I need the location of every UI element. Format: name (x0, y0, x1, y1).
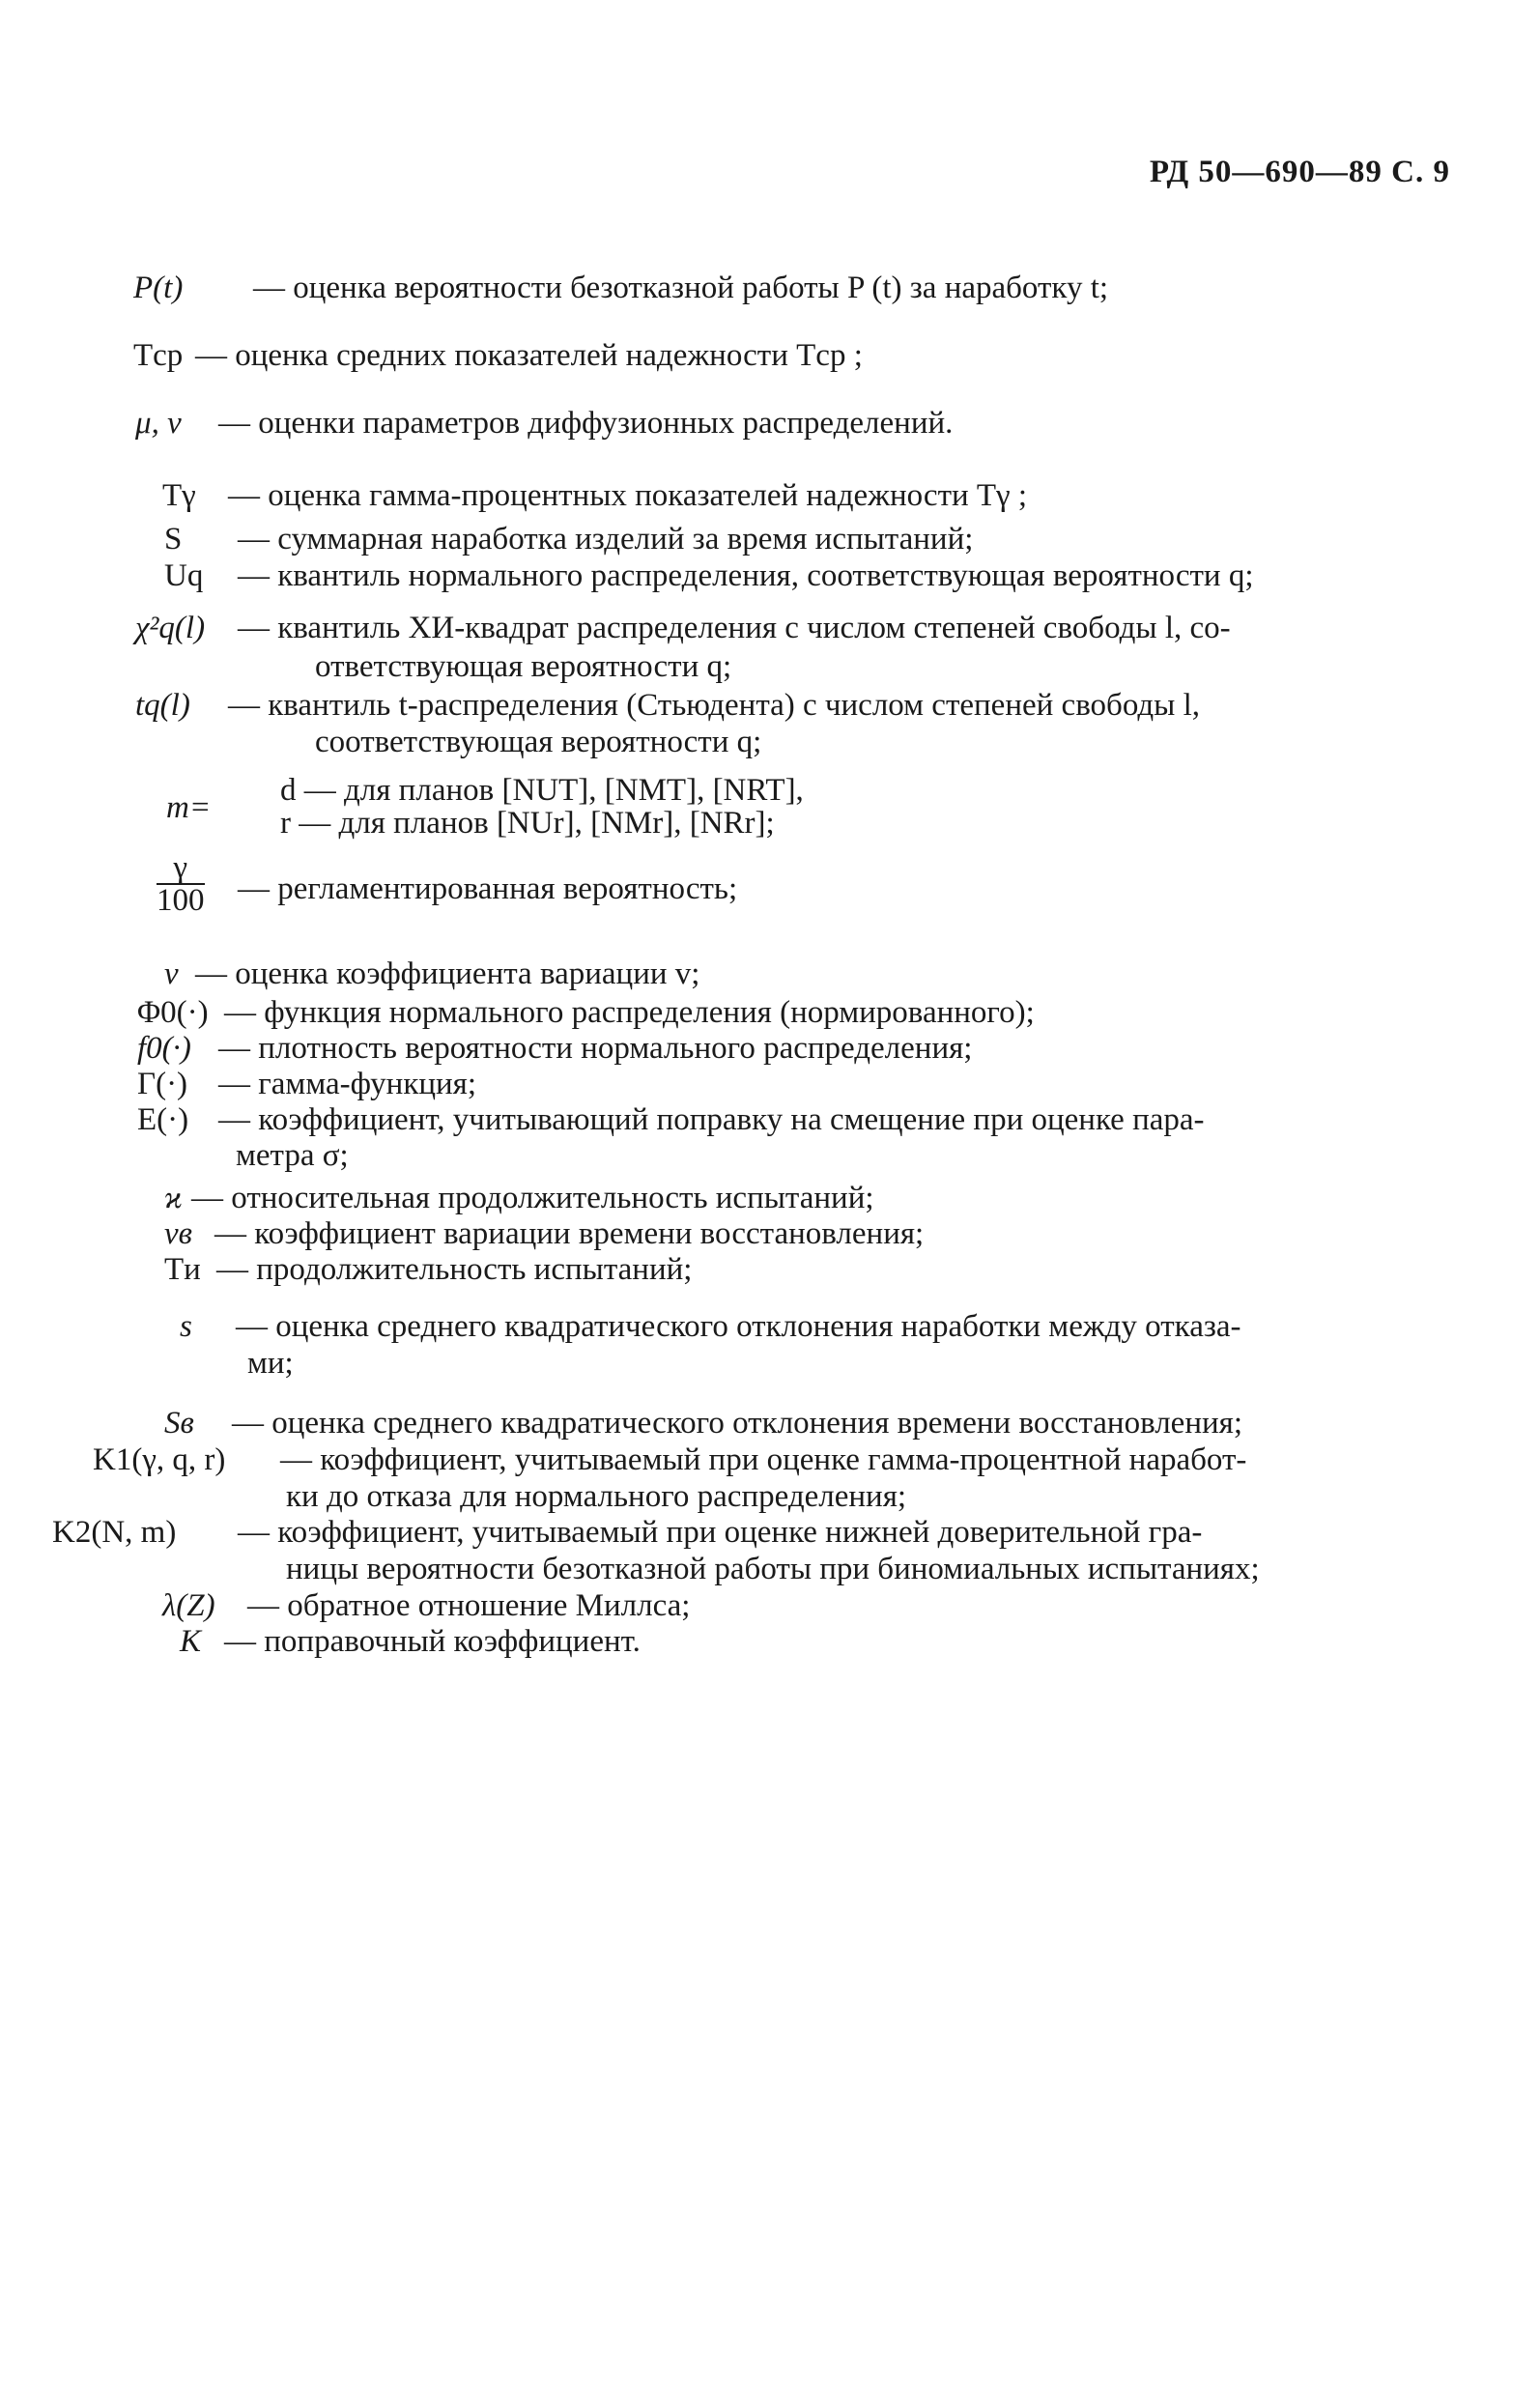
definition-text: — гамма-функция; (218, 1067, 477, 1101)
symbol: K1(γ, q, r) (93, 1442, 226, 1477)
definition-text: — оценка вероятности безотказной работы P (t) за наработку t; (253, 271, 1109, 305)
symbol: vв (164, 1216, 192, 1251)
definition-continuation: ницы вероятности безотказной работы при биномиальных испытаниях; (286, 1552, 1260, 1586)
fraction-numerator: γ (157, 852, 205, 885)
definition-text: — оценки параметров диффузионных распределений. (218, 406, 954, 441)
symbol: P(t) (133, 271, 184, 305)
definition-text: — регламентированная вероятность; (238, 871, 738, 906)
symbol: χ²q(l) (135, 611, 206, 645)
definition-continuation: ответствующая вероятности q; (315, 649, 732, 684)
definition-continuation: ми; (247, 1346, 294, 1381)
definition-text: — относительная продолжительность испытаний; (191, 1181, 874, 1215)
symbol: ϰ (164, 1181, 183, 1215)
definition-text: — оценка среднего квадратического отклонения наработки между отказа- (236, 1309, 1241, 1344)
symbol: K (180, 1624, 202, 1659)
fraction-symbol (157, 852, 205, 916)
definition-text: — функция нормального распределения (нормированного); (224, 995, 1035, 1030)
symbol: S (164, 522, 183, 556)
symbol: Tи (164, 1252, 201, 1287)
definition-text: — коэффициент, учитывающий поправку на смещение при оценке пара- (218, 1102, 1205, 1137)
definition-text: — коэффициент вариации времени восстановления; (214, 1216, 925, 1251)
symbol: Sв (164, 1406, 194, 1441)
plan-line: r — для планов [NUr], [NMr], [NRr]; (280, 806, 775, 841)
symbol: f0(·) (137, 1031, 191, 1066)
definition-text: — продолжительность испытаний; (216, 1252, 693, 1287)
definition-text: — оценка средних показателей надежности Tср ; (195, 338, 863, 373)
symbol: v (164, 956, 179, 991)
symbol: Tγ (162, 478, 196, 513)
definition-text: — квантиль ХИ-квадрат распределения с числом степеней свободы l, со- (238, 611, 1231, 645)
definition-text: — обратное отношение Миллса; (247, 1588, 691, 1623)
definition-text: — поправочный коэффициент. (224, 1624, 641, 1659)
symbol: Uq (164, 558, 204, 593)
symbol: μ, v (135, 406, 182, 441)
definition-continuation: метра σ; (236, 1138, 349, 1173)
definition-text: — коэффициент, учитываемый при оценке нижней доверительной гра- (238, 1515, 1203, 1550)
definition-continuation: соответствующая вероятности q; (315, 725, 762, 759)
symbol: Tср (133, 338, 184, 373)
fraction-denominator: 100 (157, 883, 205, 918)
definition-text: — квантиль нормального распределения, соответствующая вероятности q; (238, 558, 1254, 593)
symbol: Φ0(·) (137, 995, 209, 1030)
symbol: tq(l) (135, 688, 190, 723)
definition-text: — плотность вероятности нормального распределения; (218, 1031, 973, 1066)
definition-continuation: ки до отказа для нормального распределения; (286, 1479, 907, 1514)
plan-line: d — для планов [NUT], [NMT], [NRT], (280, 773, 804, 808)
definition-text: — оценка гамма-процентных показателей надежности Tγ ; (228, 478, 1028, 513)
symbol: K2(N, m) (52, 1515, 177, 1550)
symbol: E(·) (137, 1102, 189, 1137)
symbol: m= (166, 790, 212, 825)
definition-text: — оценка среднего квадратического отклонения времени восстановления; (232, 1406, 1242, 1441)
symbol: s (180, 1309, 192, 1344)
definition-text: — квантиль t-распределения (Стьюдента) с числом степеней свободы l, (228, 688, 1201, 723)
symbol: Г(·) (137, 1067, 188, 1101)
definition-text: — коэффициент, учитываемый при оценке гамма-процентной наработ- (280, 1442, 1247, 1477)
page-header: РД 50—690—89 С. 9 (1149, 155, 1450, 189)
definition-text: — суммарная наработка изделий за время испытаний; (238, 522, 974, 556)
definition-text: — оценка коэффициента вариации v; (195, 956, 700, 991)
symbol: λ(Z) (162, 1588, 215, 1623)
